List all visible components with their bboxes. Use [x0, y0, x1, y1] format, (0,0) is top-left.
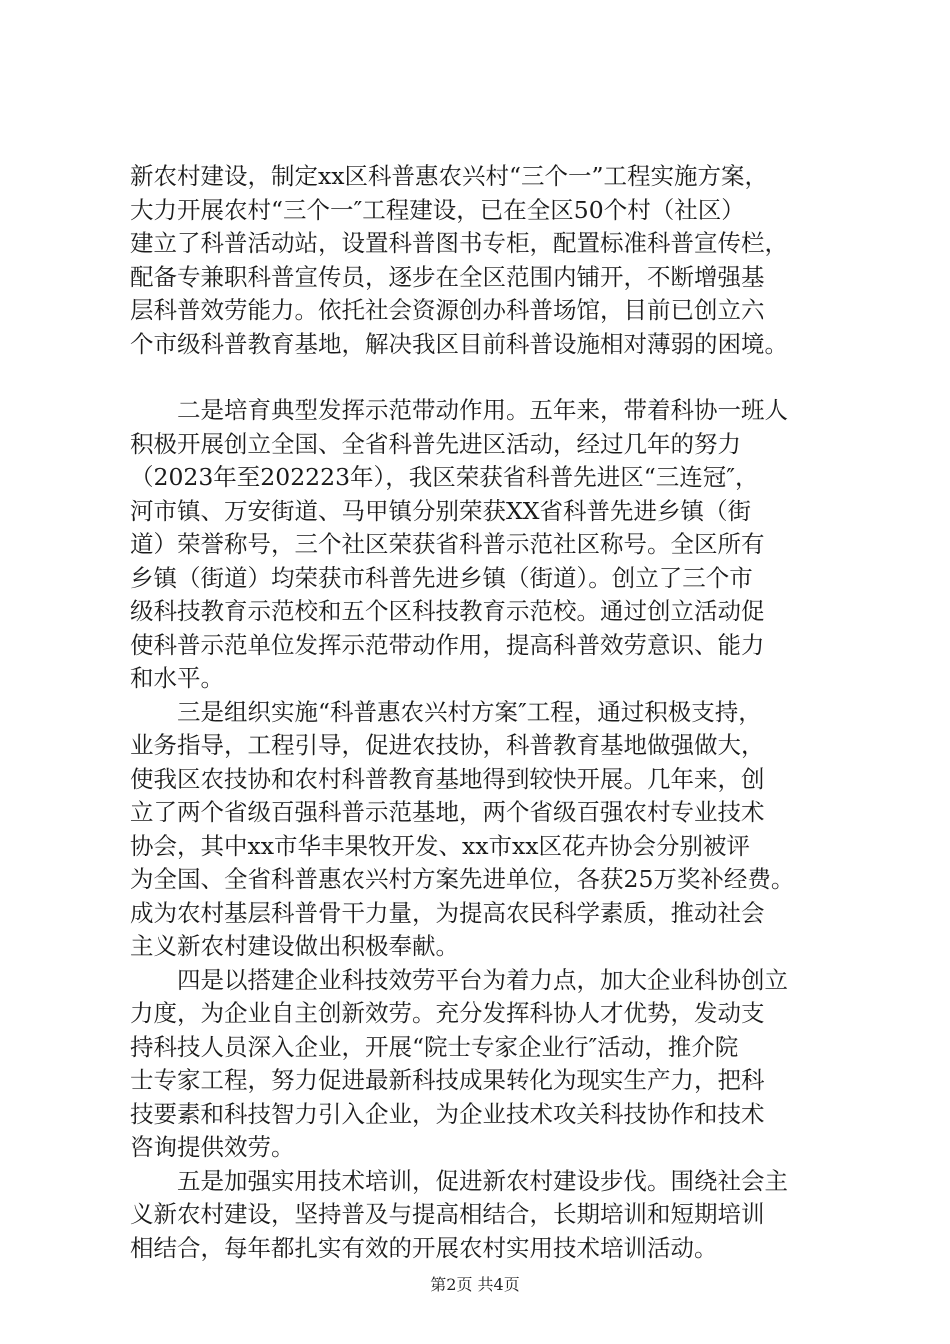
- text-line: 个市级科普教育基地，解决我区目前科普设施相对薄弱的困境。: [130, 329, 788, 358]
- text-line: 道）荣誉称号，三个社区荣获省科普示范社区称号。全区所有: [130, 530, 765, 558]
- text-line: 乡镇（街道）均荣获市科普先进乡镇（街道）。创立了三个市: [130, 563, 753, 592]
- text-line: 新农村建设，制定xx区科普惠农兴村“三个一”工程实施方案，: [130, 162, 769, 190]
- text-line: 级科技教育示范校和五个区科技教育示范校。通过创立活动促: [130, 597, 765, 625]
- text-line: 层科普效劳能力。依托社会资源创办科普场馆，目前已创立六: [130, 296, 765, 324]
- paragraph-gap: [130, 361, 830, 394]
- text-line: 力度，为企业自主创新效劳。充分发挥科协人才优势，发动支: [130, 999, 765, 1027]
- text-line: 使科普示范单位发挥示范带动作用，提高科普效劳意识、能力: [130, 630, 765, 659]
- text-line: 配备专兼职科普宣传员，逐步在全区范围内铺开，不断增强基: [130, 262, 765, 291]
- text-line: 主义新农村建设做出积极奉献。: [130, 932, 459, 960]
- text-line: 积极开展创立全国、全省科普先进区活动，经过几年的努力: [130, 429, 741, 458]
- text-line: （2023年至202223年），我区荣获省科普先进区“三连冠″，: [130, 463, 759, 491]
- text-line: 大力开展农村“三个一″工程建设，已在全区50个村（社区）: [130, 195, 745, 224]
- text-line: 为全国、全省科普惠农兴村方案先进单位，各获25万奖补经费。: [130, 865, 795, 893]
- text-line: 义新农村建设，坚持普及与提高相结合，长期培训和短期培训: [130, 1200, 765, 1228]
- page-number-footer: 第2页 共4页: [430, 1275, 520, 1294]
- text-line: 相结合，每年都扎实有效的开展农村实用技术培训活动。: [130, 1233, 718, 1262]
- paragraph-start-line: 三是组织实施“科普惠农兴村方案″工程，通过积极支持，: [177, 697, 762, 726]
- text-line: 成为农村基层科普骨干力量，为提高农民科学素质，推动社会: [130, 898, 765, 927]
- paragraph-start-line: 二是培育典型发挥示范带动作用。五年来，带着科协一班人: [177, 396, 788, 424]
- text-line: 业务指导，工程引导，促进农技协，科普教育基地做强做大，: [130, 731, 765, 759]
- text-line: 建立了科普活动站，设置科普图书专柜，配置标准科普宣传栏，: [130, 229, 788, 257]
- text-line: 持科技人员深入企业，开展“院士专家企业行″活动，推介院: [130, 1032, 739, 1061]
- text-line: 技要素和科技智力引入企业，为企业技术攻关科技协作和技术: [130, 1099, 765, 1128]
- text-line: 和水平。: [130, 664, 224, 692]
- text-line: 立了两个省级百强科普示范基地，两个省级百强农村专业技术: [130, 798, 765, 826]
- text-line: 咨询提供效劳。: [130, 1133, 295, 1161]
- text-line: 协会，其中xx市华丰果牧开发、xx市xx区花卉协会分别被评: [130, 831, 751, 860]
- paragraph-start-line: 四是以搭建企业科技效劳平台为着力点，加大企业科协创立: [177, 965, 788, 994]
- paragraph-start-line: 五是加强实用技术培训，促进新农村建设步伐。围绕社会主: [177, 1166, 788, 1195]
- text-line: 河市镇、万安街道、马甲镇分别荣获XX省科普先进乡镇（街: [130, 496, 751, 525]
- document-body: [130, 160, 830, 1265]
- text-line: 士专家工程，努力促进最新科技成果转化为现实生产力，把科: [130, 1066, 765, 1094]
- text-line: 使我区农技协和农村科普教育基地得到较快开展。几年来，创: [130, 764, 765, 793]
